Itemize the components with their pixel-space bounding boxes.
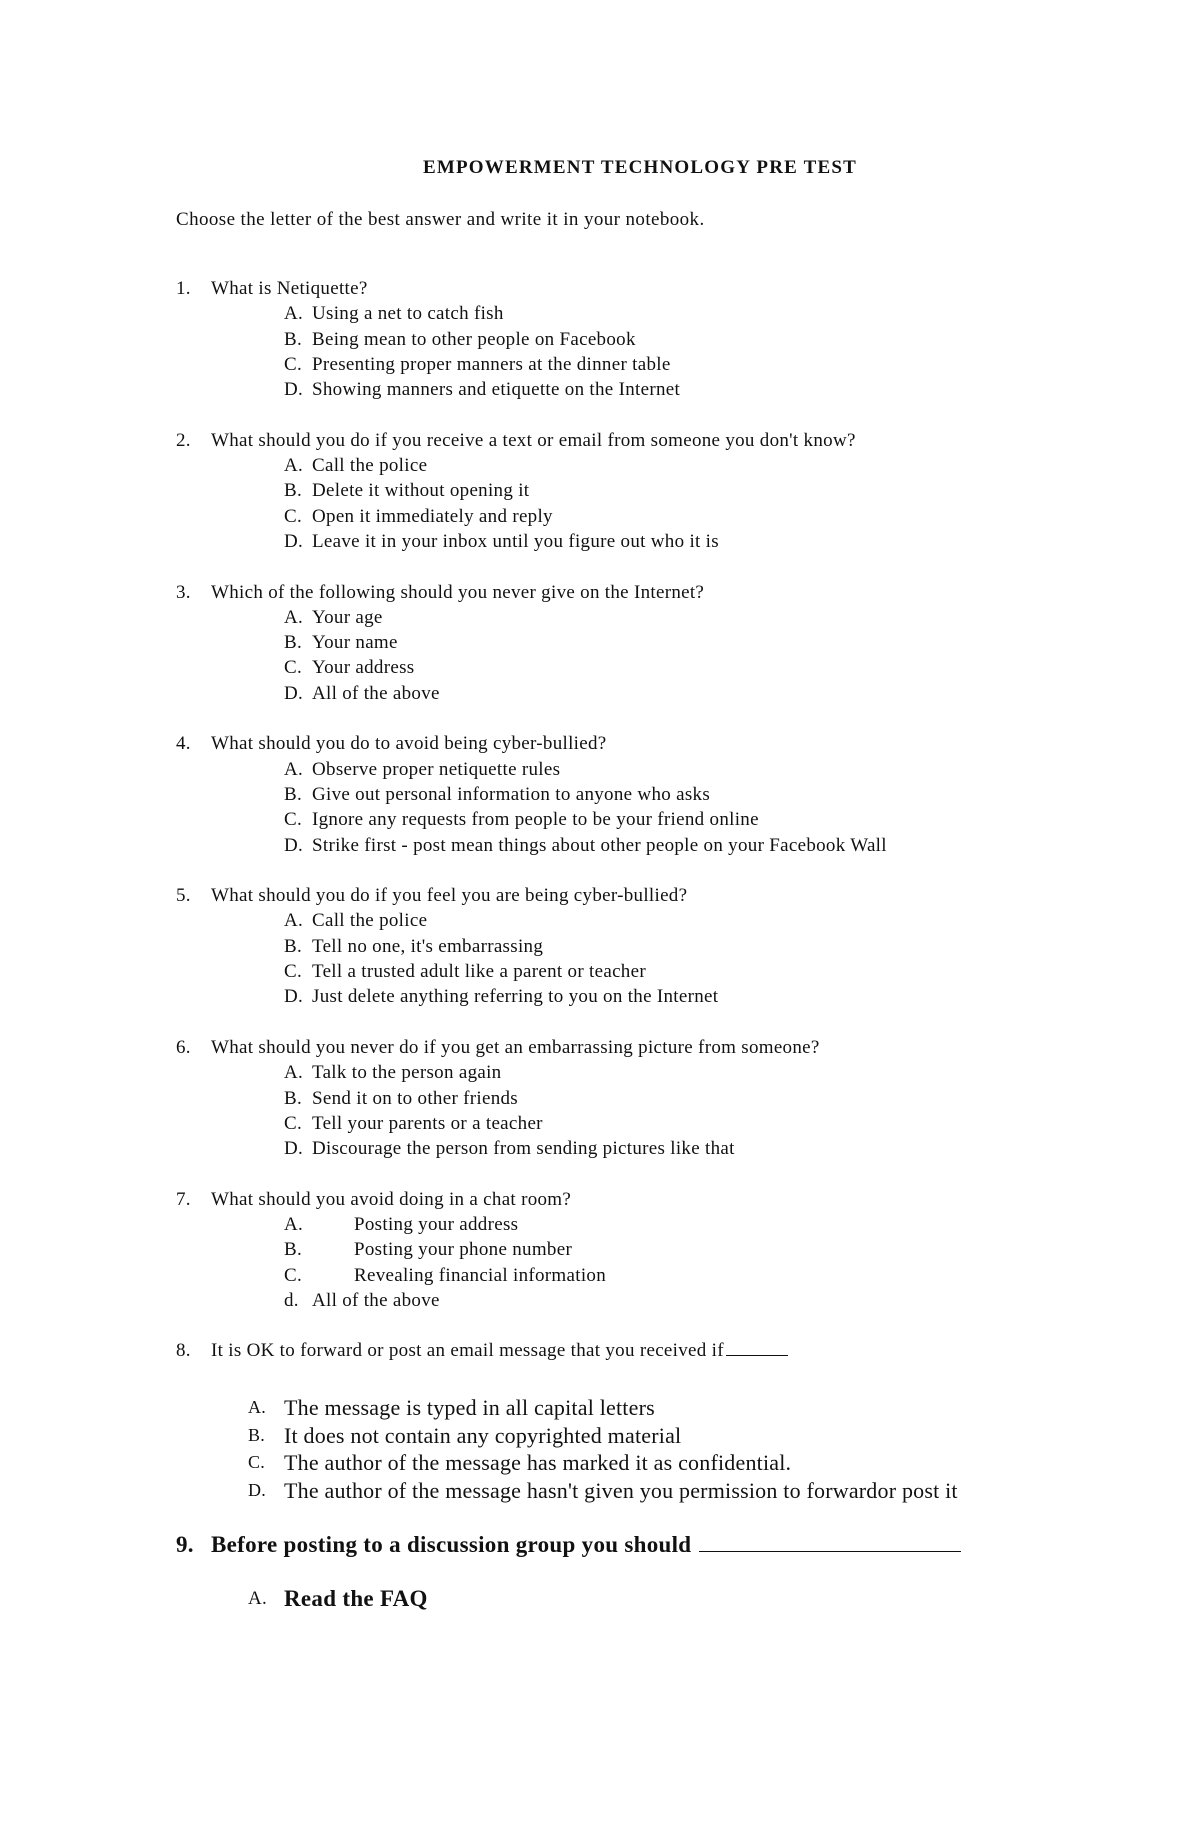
question-text: Before posting to a discussion group you should — [211, 1532, 692, 1558]
option-d: D. Discourage the person from sending pictures like that — [284, 1138, 735, 1160]
question-2 — [176, 428, 1056, 554]
option-c: C. Ignore any requests from people to be your friend online — [284, 809, 759, 831]
option-a: A. Using a net to catch fish — [284, 303, 504, 325]
option-a: A. Read the FAQ — [248, 1586, 428, 1612]
option-b: B. Delete it without opening it — [284, 480, 530, 502]
question-8 — [176, 1338, 1056, 1504]
option-d: D. Strike first - post mean things about other people on your Facebook Wall — [284, 834, 887, 856]
option-a: A. Posting your address — [284, 1213, 519, 1235]
question-text: It is OK to forward or post an email message that you received if — [211, 1340, 724, 1362]
option-a: A. Observe proper netiquette rules — [284, 758, 561, 780]
option-list — [284, 908, 1056, 1009]
question-number: 9. — [176, 1532, 194, 1558]
option-c: C. The author of the message has marked it as confidential. — [248, 1450, 792, 1476]
option-list — [248, 1394, 1056, 1505]
question-text: Which of the following should you never give on the Internet? — [211, 581, 705, 603]
option-c: C. Tell a trusted adult like a parent or teacher — [284, 961, 646, 983]
answer-blank — [699, 1550, 961, 1552]
instructions: Choose the letter of the best answer and write it in your notebook. — [176, 209, 705, 230]
question-6 — [176, 1035, 1056, 1161]
question-text: What should you avoid doing in a chat room? — [211, 1188, 572, 1210]
option-a: A. The message is typed in all capital letters — [248, 1394, 655, 1420]
question-9 — [176, 1530, 1056, 1614]
question-4 — [176, 731, 1056, 857]
option-b: B. It does not contain any copyrighted material — [248, 1422, 682, 1448]
option-d: D. Just delete anything referring to you on the Internet — [284, 986, 719, 1008]
option-b: B. Tell no one, it's embarrassing — [284, 935, 544, 957]
option-b: B. Send it on to other friends — [284, 1087, 518, 1109]
option-d: D. All of the above — [284, 682, 440, 704]
option-c: C. Revealing financial information — [284, 1264, 606, 1286]
option-list — [284, 757, 1056, 858]
question-number: 1. — [176, 278, 191, 299]
option-b: B. Posting your phone number — [284, 1239, 573, 1261]
option-d: D. Leave it in your inbox until you figure out who it is — [284, 530, 719, 552]
option-a: A. Call the police — [284, 455, 428, 477]
question-text: What should you do if you receive a text or email from someone you don't know? — [211, 429, 856, 451]
option-c: C. Presenting proper manners at the dinner table — [284, 353, 671, 375]
question-5 — [176, 883, 1056, 1009]
question-number: 4. — [176, 733, 191, 755]
question-number: 7. — [176, 1188, 191, 1210]
option-d: D. Showing manners and etiquette on the Internet — [284, 379, 681, 401]
question-number: 5. — [176, 885, 191, 907]
question-1 — [176, 276, 1056, 402]
option-list — [284, 605, 1056, 706]
option-c: C. Your address — [284, 657, 415, 679]
option-list — [284, 453, 1056, 554]
option-list — [248, 1584, 1056, 1614]
option-c: C. Tell your parents or a teacher — [284, 1112, 543, 1134]
option-a: A. Call the police — [284, 910, 428, 932]
option-b: B. Your name — [284, 632, 398, 654]
option-a: A. Talk to the person again — [284, 1062, 502, 1084]
option-list — [284, 1060, 1056, 1161]
page-title: EMPOWERMENT TECHNOLOGY PRE TEST — [423, 157, 857, 178]
option-b: B. Being mean to other people on Facebook — [284, 328, 636, 350]
answer-blank — [726, 1354, 788, 1356]
question-list — [176, 276, 1056, 1640]
option-list — [284, 1212, 1056, 1313]
question-number: 2. — [176, 429, 191, 451]
option-b: B. Give out personal information to anyone who asks — [284, 783, 711, 805]
question-number: 8. — [176, 1340, 191, 1362]
question-number: 6. — [176, 1036, 191, 1058]
option-list — [284, 301, 1056, 402]
option-a: A. Your age — [284, 606, 383, 628]
question-text: What should you do if you feel you are being cyber-bullied? — [211, 885, 688, 907]
option-d: d. All of the above — [284, 1289, 440, 1311]
question-7 — [176, 1187, 1056, 1313]
option-d: D. The author of the message hasn't given you permission to forwardor post it — [248, 1478, 958, 1504]
option-c: C. Open it immediately and reply — [284, 505, 553, 527]
question-text: What is Netiquette? — [211, 278, 368, 299]
question-text: What should you never do if you get an embarrassing picture from someone? — [211, 1036, 820, 1058]
question-3 — [176, 580, 1056, 706]
question-text: What should you do to avoid being cyber-bullied? — [211, 733, 607, 755]
question-number: 3. — [176, 581, 191, 603]
